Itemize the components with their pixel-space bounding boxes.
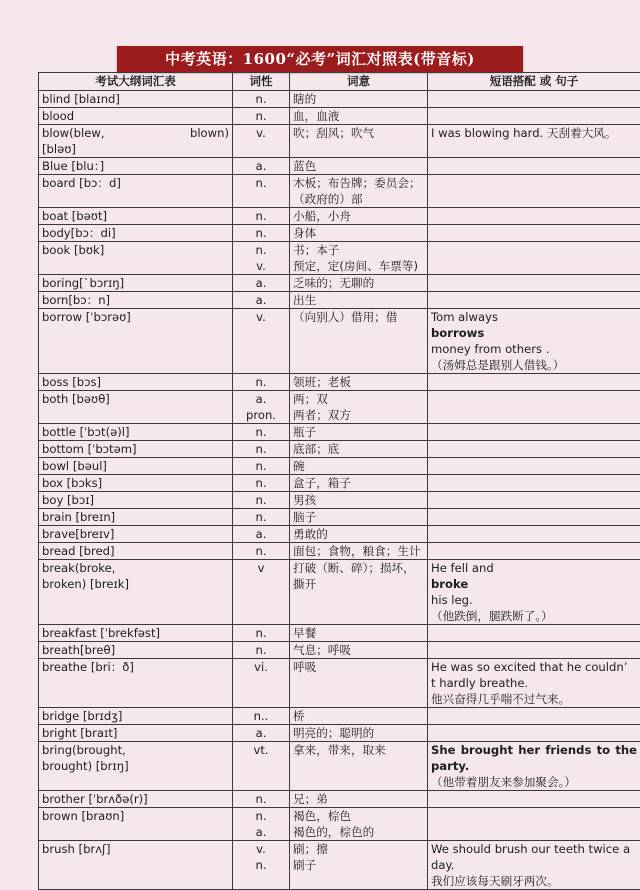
pos-text: vi. [236, 659, 286, 675]
word-text: breath[breθ] [42, 642, 229, 658]
pos-text: n. [236, 791, 286, 807]
pos-cell [233, 458, 290, 475]
word-text: boy [bɔɪ] [42, 492, 229, 508]
header-example: 短语搭配 或 句子 [428, 73, 640, 91]
example-cell [428, 560, 640, 625]
word-cell [39, 158, 233, 175]
word-text: box [bɔks] [42, 475, 229, 491]
pos-cell [233, 175, 290, 208]
pos-text: n. [236, 91, 286, 107]
pos-cell [233, 509, 290, 526]
pos-text: n. [236, 175, 286, 191]
example-text: We should brush our teeth twice a [431, 841, 637, 857]
word-text: brought) [brɪŋ] [42, 758, 229, 774]
meaning-text: 领班；老板 [293, 374, 424, 390]
example-cell [428, 225, 640, 242]
meaning-text: 瞎的 [293, 91, 424, 107]
pos-text: n. [236, 492, 286, 508]
meaning-text: 血，血液 [293, 108, 424, 124]
pos-cell [233, 292, 290, 309]
example-text: （他跌倒，腿跌断了。） [431, 608, 637, 624]
table-row [39, 543, 640, 560]
meaning-text: （政府的）部 [293, 191, 424, 207]
word-text: born[bɔ：n] [42, 292, 229, 308]
meaning-text: 吹；刮风；吹气 [293, 125, 424, 141]
meaning-text: 明亮的；聪明的 [293, 725, 424, 741]
example-cell [428, 808, 640, 841]
meaning-text: 两者；双方 [293, 407, 424, 423]
word-cell [39, 526, 233, 543]
word-cell [39, 791, 233, 808]
meaning-text: 身体 [293, 225, 424, 241]
pos-text: n.. [236, 708, 286, 724]
table-row [39, 526, 640, 543]
example-cell [428, 374, 640, 391]
pos-cell [233, 225, 290, 242]
word-cell [39, 292, 233, 309]
word-text: brave[breɪv] [42, 526, 229, 542]
word-cell [39, 742, 233, 791]
pos-text: n. [236, 625, 286, 641]
table-row [39, 225, 640, 242]
table-row [39, 374, 640, 391]
example-text: He fell and [431, 560, 637, 576]
meaning-text: 气息；呼吸 [293, 642, 424, 658]
page-title: 中考英语：1600“必考”词汇对照表(带音标) [117, 46, 523, 72]
meaning-text: 瓶子 [293, 424, 424, 440]
example-cell [428, 642, 640, 659]
word-cell [39, 543, 233, 560]
meaning-cell [290, 560, 428, 625]
meaning-text: 男孩 [293, 492, 424, 508]
table-row [39, 708, 640, 725]
table-row [39, 475, 640, 492]
meaning-cell [290, 374, 428, 391]
word-text: bottle [ˈbɔt(ə)l] [42, 424, 229, 440]
example-cell [428, 708, 640, 725]
word-cell [39, 175, 233, 208]
pos-text: n. [236, 242, 286, 258]
meaning-text: 早餐 [293, 625, 424, 641]
example-cell [428, 441, 640, 458]
table-row [39, 242, 640, 275]
table-row [39, 492, 640, 509]
word-cell [39, 458, 233, 475]
table-row [39, 292, 640, 309]
example-cell [428, 424, 640, 441]
pos-text: a. [236, 158, 286, 174]
meaning-cell [290, 509, 428, 526]
meaning-cell [290, 208, 428, 225]
meaning-text: 打破（断、碎）；损坏， [293, 560, 424, 576]
pos-cell [233, 374, 290, 391]
example-cell [428, 509, 640, 526]
pos-text: v. [236, 841, 286, 857]
pos-cell [233, 125, 290, 158]
example-cell [428, 725, 640, 742]
pos-text: n. [236, 208, 286, 224]
word-text: blood [42, 108, 229, 124]
table-row [39, 725, 640, 742]
example-sentence [431, 560, 637, 608]
header-word: 考试大纲词汇表 [39, 73, 233, 91]
word-text: boring[`bɔrɪŋ] [42, 275, 229, 291]
table-row [39, 309, 640, 374]
word-text: bowl [bəul] [42, 458, 229, 474]
pos-text: n. [236, 857, 286, 873]
pos-cell [233, 742, 290, 791]
example-text: He was so excited that he couldn’ [431, 659, 637, 675]
word-text: boat [bəʊt] [42, 208, 229, 224]
pos-cell [233, 625, 290, 642]
meaning-cell [290, 292, 428, 309]
word-cell [39, 659, 233, 708]
meaning-text: 盒子，箱子 [293, 475, 424, 491]
table-row [39, 391, 640, 424]
word-text: brush [brʌʃ] [42, 841, 229, 857]
meaning-cell [290, 175, 428, 208]
pos-cell [233, 108, 290, 125]
pos-cell [233, 708, 290, 725]
example-sentence-bold: She brought her friends to the [431, 742, 637, 758]
meaning-cell [290, 708, 428, 725]
word-cell [39, 560, 233, 625]
vocab-table [38, 72, 640, 890]
example-text: （他带着朋友来参加聚会。） [431, 774, 637, 790]
pos-text: n. [236, 475, 286, 491]
meaning-text: 木板；布告牌；委员会； [293, 175, 424, 191]
header-meaning: 词意 [290, 73, 428, 91]
pos-cell [233, 725, 290, 742]
pos-text: n. [236, 225, 286, 241]
pos-text: a. [236, 391, 286, 407]
example-sentence-bold: party. [431, 758, 637, 774]
example-sentence [431, 309, 637, 357]
pos-text: n. [236, 108, 286, 124]
meaning-text: 褐色的，棕色的 [293, 824, 424, 840]
meaning-text: 兄；弟 [293, 791, 424, 807]
word-cell [39, 424, 233, 441]
example-cell [428, 208, 640, 225]
example-text: 我们应该每天刷牙两次。 [431, 873, 637, 889]
word-text: Blue [blu：] [42, 158, 229, 174]
pos-cell [233, 475, 290, 492]
pos-text: n. [236, 509, 286, 525]
meaning-cell [290, 275, 428, 292]
meaning-cell [290, 659, 428, 708]
table-row [39, 275, 640, 292]
pos-text: v [236, 560, 286, 576]
pos-cell [233, 808, 290, 841]
word-cell [39, 625, 233, 642]
example-cell [428, 625, 640, 642]
pos-cell [233, 391, 290, 424]
meaning-cell [290, 841, 428, 890]
meaning-text: 两；双 [293, 391, 424, 407]
word-cell [39, 225, 233, 242]
word-text: brother [ˈbrʌðə(r)] [42, 791, 229, 807]
meaning-text: 呼吸 [293, 659, 424, 675]
pos-text: n. [236, 441, 286, 457]
word-text: blind [blaɪnd] [42, 91, 229, 107]
header-pos: 词性 [233, 73, 290, 91]
meaning-text: 面包；食物，粮食；生计 [293, 543, 424, 559]
word-text: bridge [brɪdʒ] [42, 708, 229, 724]
pos-text: v. [236, 309, 286, 325]
pos-cell [233, 91, 290, 108]
meaning-text: 勇敢的 [293, 526, 424, 542]
example-text: I was blowing hard. 天刮着大风。 [431, 125, 637, 141]
table-row [39, 424, 640, 441]
word-cell [39, 725, 233, 742]
word-line [42, 125, 229, 141]
meaning-cell [290, 526, 428, 543]
word-text: blown) [190, 125, 229, 141]
word-cell [39, 391, 233, 424]
meaning-cell [290, 158, 428, 175]
meaning-cell [290, 91, 428, 108]
example-cell [428, 158, 640, 175]
word-cell [39, 475, 233, 492]
pos-cell [233, 208, 290, 225]
word-text: both [bəʊθ] [42, 391, 229, 407]
word-text: book [bʊk] [42, 242, 229, 258]
example-cell [428, 292, 640, 309]
pos-text: a. [236, 526, 286, 542]
word-text: blow(blew, [42, 125, 105, 141]
example-cell [428, 458, 640, 475]
meaning-text: 底部；底 [293, 441, 424, 457]
meaning-text: 蓝色 [293, 158, 424, 174]
word-text: broken) [breɪk] [42, 576, 229, 592]
meaning-cell [290, 441, 428, 458]
pos-text: v. [236, 258, 286, 274]
word-cell [39, 374, 233, 391]
pos-text: pron. [236, 407, 286, 423]
meaning-cell [290, 424, 428, 441]
example-text: money from others . [431, 341, 637, 357]
pos-cell [233, 543, 290, 560]
table-row [39, 158, 640, 175]
example-cell [428, 125, 640, 158]
meaning-text: 脑子 [293, 509, 424, 525]
pos-text: a. [236, 824, 286, 840]
word-cell [39, 208, 233, 225]
example-cell [428, 526, 640, 543]
table-row [39, 841, 640, 890]
example-cell [428, 543, 640, 560]
table-row [39, 125, 640, 158]
meaning-cell [290, 242, 428, 275]
example-text: his leg. [431, 592, 637, 608]
table-row [39, 808, 640, 841]
meaning-cell [290, 108, 428, 125]
word-text: bright [braɪt] [42, 725, 229, 741]
example-cell [428, 841, 640, 890]
meaning-cell [290, 391, 428, 424]
word-cell [39, 441, 233, 458]
pos-text: n. [236, 424, 286, 440]
pos-cell [233, 242, 290, 275]
example-cell [428, 309, 640, 374]
pos-text: a. [236, 292, 286, 308]
word-cell [39, 808, 233, 841]
pos-cell [233, 275, 290, 292]
word-cell [39, 841, 233, 890]
word-cell [39, 275, 233, 292]
word-cell [39, 509, 233, 526]
meaning-cell [290, 543, 428, 560]
pos-cell [233, 841, 290, 890]
meaning-cell [290, 642, 428, 659]
word-text: brain [breɪn] [42, 509, 229, 525]
word-cell [39, 242, 233, 275]
meaning-cell [290, 309, 428, 374]
pos-text: n. [236, 642, 286, 658]
table-header-row [39, 73, 640, 91]
word-text: board [bɔ：d] [42, 175, 229, 191]
pos-text: v. [236, 125, 286, 141]
word-text: bottom [ˈbɔtəm] [42, 441, 229, 457]
meaning-cell [290, 725, 428, 742]
pos-cell [233, 791, 290, 808]
meaning-text: 拿来，带来，取来 [293, 742, 424, 758]
word-text: breakfast [ˈbrekfəst] [42, 625, 229, 641]
example-keyword: broke [431, 577, 468, 591]
example-text: t hardly breathe. [431, 675, 637, 691]
meaning-text: 乏味的；无聊的 [293, 275, 424, 291]
pos-text: n. [236, 808, 286, 824]
example-keyword: borrows [431, 326, 484, 340]
table-row [39, 458, 640, 475]
word-text: boss [bɔs] [42, 374, 229, 390]
pos-cell [233, 158, 290, 175]
example-cell [428, 175, 640, 208]
meaning-text: 刷；擦 [293, 841, 424, 857]
table-row [39, 791, 640, 808]
example-text: 他兴奋得几乎喘不过气来。 [431, 691, 637, 707]
table-row [39, 642, 640, 659]
meaning-text: 书；本子 [293, 242, 424, 258]
word-cell [39, 91, 233, 108]
table-row [39, 175, 640, 208]
word-text: bring(brought, [42, 742, 229, 758]
meaning-text: 褐色，棕色 [293, 808, 424, 824]
example-cell [428, 659, 640, 708]
meaning-cell [290, 475, 428, 492]
example-cell [428, 91, 640, 108]
meaning-cell [290, 492, 428, 509]
example-cell [428, 791, 640, 808]
table-row [39, 742, 640, 791]
word-text: body[bɔ：di] [42, 225, 229, 241]
word-text: bread [bred] [42, 543, 229, 559]
pos-text: n. [236, 458, 286, 474]
meaning-cell [290, 458, 428, 475]
pos-text: vt. [236, 742, 286, 758]
example-text: day. [431, 857, 637, 873]
word-cell [39, 708, 233, 725]
example-cell [428, 492, 640, 509]
word-text: [bləʊ] [42, 141, 229, 157]
meaning-text: 预定，定(房间、车票等) [293, 258, 424, 274]
meaning-text: 出生 [293, 292, 424, 308]
pos-cell [233, 309, 290, 374]
word-cell [39, 125, 233, 158]
pos-cell [233, 560, 290, 625]
example-cell [428, 242, 640, 275]
example-cell [428, 391, 640, 424]
meaning-cell [290, 125, 428, 158]
table-row [39, 441, 640, 458]
example-cell [428, 742, 640, 791]
pos-text: a. [236, 275, 286, 291]
pos-cell [233, 659, 290, 708]
example-text: （汤姆总是跟别人借钱。） [431, 357, 637, 373]
word-text: brown [braʊn] [42, 808, 229, 824]
table-row [39, 659, 640, 708]
word-cell [39, 642, 233, 659]
pos-cell [233, 526, 290, 543]
word-text: break(broke, [42, 560, 229, 576]
example-cell [428, 275, 640, 292]
pos-cell [233, 424, 290, 441]
pos-cell [233, 492, 290, 509]
table-row [39, 91, 640, 108]
word-text: breathe [bri：ð] [42, 659, 229, 675]
meaning-text: 撕开 [293, 576, 424, 592]
meaning-cell [290, 791, 428, 808]
pos-text: a. [236, 725, 286, 741]
meaning-text: （向别人）借用；借 [293, 309, 424, 325]
table-row [39, 560, 640, 625]
meaning-text: 碗 [293, 458, 424, 474]
example-text: Tom always [431, 309, 637, 325]
table-body [39, 91, 640, 890]
table-row [39, 509, 640, 526]
pos-text: n. [236, 543, 286, 559]
example-cell [428, 475, 640, 492]
word-text: borrow [ˈbɔrəʊ] [42, 309, 229, 325]
meaning-text: 小船，小舟 [293, 208, 424, 224]
meaning-text: 桥 [293, 708, 424, 724]
meaning-cell [290, 808, 428, 841]
word-cell [39, 492, 233, 509]
word-cell [39, 309, 233, 374]
meaning-cell [290, 225, 428, 242]
word-cell [39, 108, 233, 125]
meaning-cell [290, 625, 428, 642]
pos-text: n. [236, 374, 286, 390]
pos-cell [233, 642, 290, 659]
table-row [39, 625, 640, 642]
table-row [39, 208, 640, 225]
meaning-text: 刷子 [293, 857, 424, 873]
table-row [39, 108, 640, 125]
pos-cell [233, 441, 290, 458]
meaning-cell [290, 742, 428, 791]
example-cell [428, 108, 640, 125]
